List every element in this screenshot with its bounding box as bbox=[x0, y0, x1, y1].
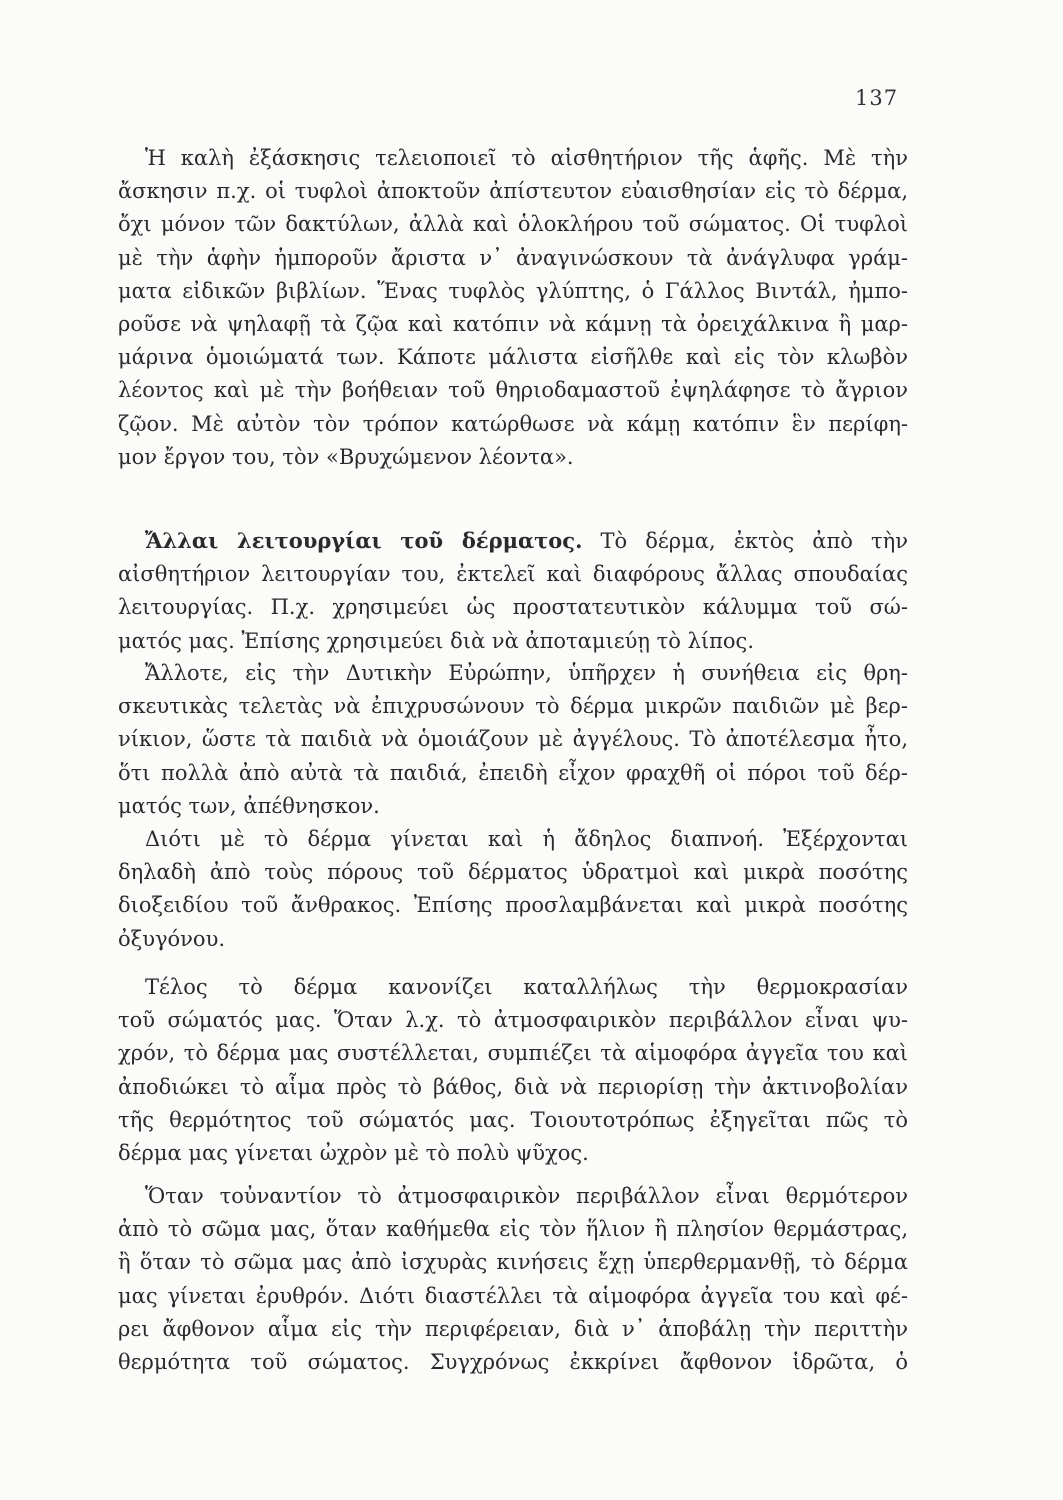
section-heading: Ἄλλαι λειτουργίαι τοῦ δέρματος. bbox=[145, 528, 583, 553]
line-text: Τέλος τὸ δέρμα κανονίζει καταλλήλως τὴν θερμοκρασίαν bbox=[145, 975, 908, 999]
text-line bbox=[145, 658, 908, 688]
text-line bbox=[118, 1038, 908, 1068]
line-text: αἰσθητήριον λειτουργίαν του, ἐκτελεῖ καὶ διαφόρους ἄλλας σπουδαίας bbox=[118, 562, 908, 587]
text-line bbox=[118, 243, 908, 273]
line-text: Ἡ καλὴ ἐξάσκησις τελειοποιεῖ τὸ αἰσθητήριον τῆς ἁφῆς. Μὲ τὴν bbox=[145, 146, 908, 170]
line-text: τῆς θερμότητος τοῦ σώματός μας. Τοιουτοτρόπως ἐξηγεῖται πῶς τὸ bbox=[118, 1107, 908, 1132]
text-line bbox=[118, 342, 908, 372]
line-text: ματός μας. Ἐπίσης χρησιμεύει διὰ νὰ ἀποταμιεύῃ τὸ λίπος. bbox=[118, 628, 754, 653]
text-line bbox=[118, 1005, 908, 1035]
line-text: ὄχι μόνον τῶν δακτύλων, ἀλλὰ καὶ ὁλοκλήρου τοῦ σώματος. Οἱ τυφλοὶ bbox=[118, 212, 908, 237]
line-text: σκευτικὰς τελετὰς νὰ ἐπιχρυσώνουν τὸ δέρμα μικρῶν παιδιῶν μὲ βερ- bbox=[118, 694, 908, 719]
text-line bbox=[118, 1105, 908, 1135]
text-line bbox=[118, 1072, 908, 1102]
text-line bbox=[118, 1314, 908, 1344]
line-text: ροῦσε νὰ ψηλαφῇ τὰ ζῷα καὶ κατόπιν νὰ κάμνῃ τὰ ὀρειχάλκινα ἢ μαρ- bbox=[118, 312, 908, 336]
line-text: διοξειδίου τοῦ ἄνθρακος. Ἐπίσης προσλαμβάνεται καὶ μικρὰ ποσότης bbox=[118, 893, 908, 918]
text-line bbox=[118, 1281, 908, 1311]
line-text: μον ἔργον του, τὸν «Βρυχώμενον λέοντα». bbox=[118, 444, 574, 469]
text-line bbox=[118, 409, 908, 439]
text-line bbox=[145, 1181, 908, 1211]
line-text: ὀξυγόνου. bbox=[118, 926, 226, 951]
line-text: ἀπὸ τὸ σῶμα μας, ὅταν καθήμεθα εἰς τὸν ἥλιον ἢ πλησίον θερμάστρας, bbox=[118, 1217, 908, 1242]
text-line bbox=[118, 924, 908, 954]
line-text: μας γίνεται ἐρυθρόν. Διότι διαστέλλει τὰ αἱμοφόρα ἀγγεῖα του καὶ φέ- bbox=[118, 1283, 908, 1308]
text-line bbox=[118, 1138, 908, 1168]
line-text: Τὸ δέρμα, ἐκτὸς ἀπὸ τὴν bbox=[582, 529, 908, 553]
line-text: νίκιον, ὥστε τὰ παιδιὰ νὰ ὁμοιάζουν μὲ ἀγγέλους. Τὸ ἀποτέλεσμα ἦτο, bbox=[118, 727, 908, 752]
text-line bbox=[118, 691, 908, 721]
page-number: 137 bbox=[855, 86, 899, 110]
text-line bbox=[118, 1347, 908, 1377]
line-text: δηλαδὴ ἀπὸ τοὺς πόρους τοῦ δέρματος ὑδρατμοὶ καὶ μικρὰ ποσότης bbox=[118, 860, 908, 885]
text-line bbox=[118, 375, 908, 405]
line-text: Ἄλλοτε, εἰς τὴν Δυτικὴν Εὐρώπην, ὑπῆρχεν ἡ συνήθεια εἰς θρη- bbox=[145, 661, 908, 685]
line-text: ματός των, ἀπέθνησκον. bbox=[118, 793, 380, 818]
text-line bbox=[118, 276, 908, 306]
text-line bbox=[145, 824, 908, 854]
line-text: θερμότητα τοῦ σώματος. Συγχρόνως ἐκκρίνει ἄφθονον ἱδρῶτα, ὁ bbox=[118, 1350, 908, 1374]
line-text: ἄσκησιν π.χ. οἱ τυφλοὶ ἀποκτοῦν ἀπίστευτον εὐαισθησίαν εἰς τὸ δέρμα, bbox=[118, 179, 908, 204]
text-line bbox=[145, 526, 908, 556]
text-line bbox=[118, 209, 908, 239]
line-text: Ὅταν τοὐναντίον τὸ ἀτμοσφαιρικὸν περιβάλλον εἶναι θερμότερον bbox=[145, 1184, 908, 1208]
line-text: ὅτι πολλὰ ἀπὸ αὐτὰ τὰ παιδιά, ἐπειδὴ εἶχον φραχθῆ οἱ πόροι τοῦ δέρ- bbox=[118, 760, 908, 785]
line-text: ἢ ὅταν τὸ σῶμα μας ἀπὸ ἰσχυρὰς κινήσεις ἔχῃ ὑπερθερμανθῇ, τὸ δέρμα bbox=[118, 1250, 908, 1275]
line-text: Διότι μὲ τὸ δέρμα γίνεται καὶ ἡ ἄδηλος διαπνοή. Ἐξέρχονται bbox=[145, 827, 908, 851]
text-line bbox=[118, 442, 908, 472]
text-line bbox=[118, 857, 908, 887]
line-text: μὲ τὴν ἁφὴν ἠμποροῦν ἄριστα ν᾽ ἀναγινώσκουν τὰ ἀνάγλυφα γράμ- bbox=[118, 245, 908, 270]
line-text: λέοντος καὶ μὲ τὴν βοήθειαν τοῦ θηριοδαμαστοῦ ἐψηλάφησε τὸ ἄγριον bbox=[118, 378, 908, 403]
text-line bbox=[145, 143, 908, 173]
line-text: ζῷον. Μὲ αὐτὸν τὸν τρόπον κατώρθωσε νὰ κάμῃ κατόπιν ἓν περίφη- bbox=[118, 411, 908, 436]
text-line bbox=[118, 890, 908, 920]
line-text: μάρινα ὁμοιώματά των. Κάποτε μάλιστα εἰσῆλθε καὶ εἰς τὸν κλωβὸν bbox=[118, 345, 908, 370]
line-text: ἀποδιώκει τὸ αἷμα πρὸς τὸ βάθος, διὰ νὰ περιορίσῃ τὴν ἀκτινοβολίαν bbox=[118, 1074, 908, 1099]
line-text: λειτουργίας. Π.χ. χρησιμεύει ὡς προστατευτικὸν κάλυμμα τοῦ σώ- bbox=[118, 595, 908, 620]
text-line bbox=[145, 972, 908, 1002]
text-line bbox=[118, 724, 908, 754]
text-line bbox=[118, 309, 908, 339]
text-line bbox=[118, 176, 908, 206]
line-text: δέρμα μας γίνεται ὠχρὸν μὲ τὸ πολὺ ψῦχος. bbox=[118, 1141, 589, 1165]
text-line bbox=[118, 626, 908, 656]
text-line bbox=[118, 559, 908, 589]
text-line bbox=[118, 1247, 908, 1277]
line-text: ματα εἰδικῶν βιβλίων. Ἕνας τυφλὸς γλύπτης, ὁ Γάλλος Βιντάλ, ἠμπο- bbox=[118, 278, 908, 303]
line-text: ρει ἄφθονον αἷμα εἰς τὴν περιφέρειαν, διὰ ν᾽ ἀποβάλῃ τὴν περιττὴν bbox=[118, 1316, 908, 1341]
text-line bbox=[118, 1214, 908, 1244]
text-line bbox=[118, 758, 908, 788]
line-text: χρόν, τὸ δέρμα μας συστέλλεται, συμπιέζει τὰ αἱμοφόρα ἀγγεῖα του καὶ bbox=[118, 1041, 908, 1066]
line-text: τοῦ σώματός μας. Ὅταν λ.χ. τὸ ἀτμοσφαιρικὸν περιβάλλον εἶναι ψυ- bbox=[118, 1008, 908, 1033]
text-line bbox=[118, 791, 908, 821]
text-line bbox=[118, 592, 908, 622]
